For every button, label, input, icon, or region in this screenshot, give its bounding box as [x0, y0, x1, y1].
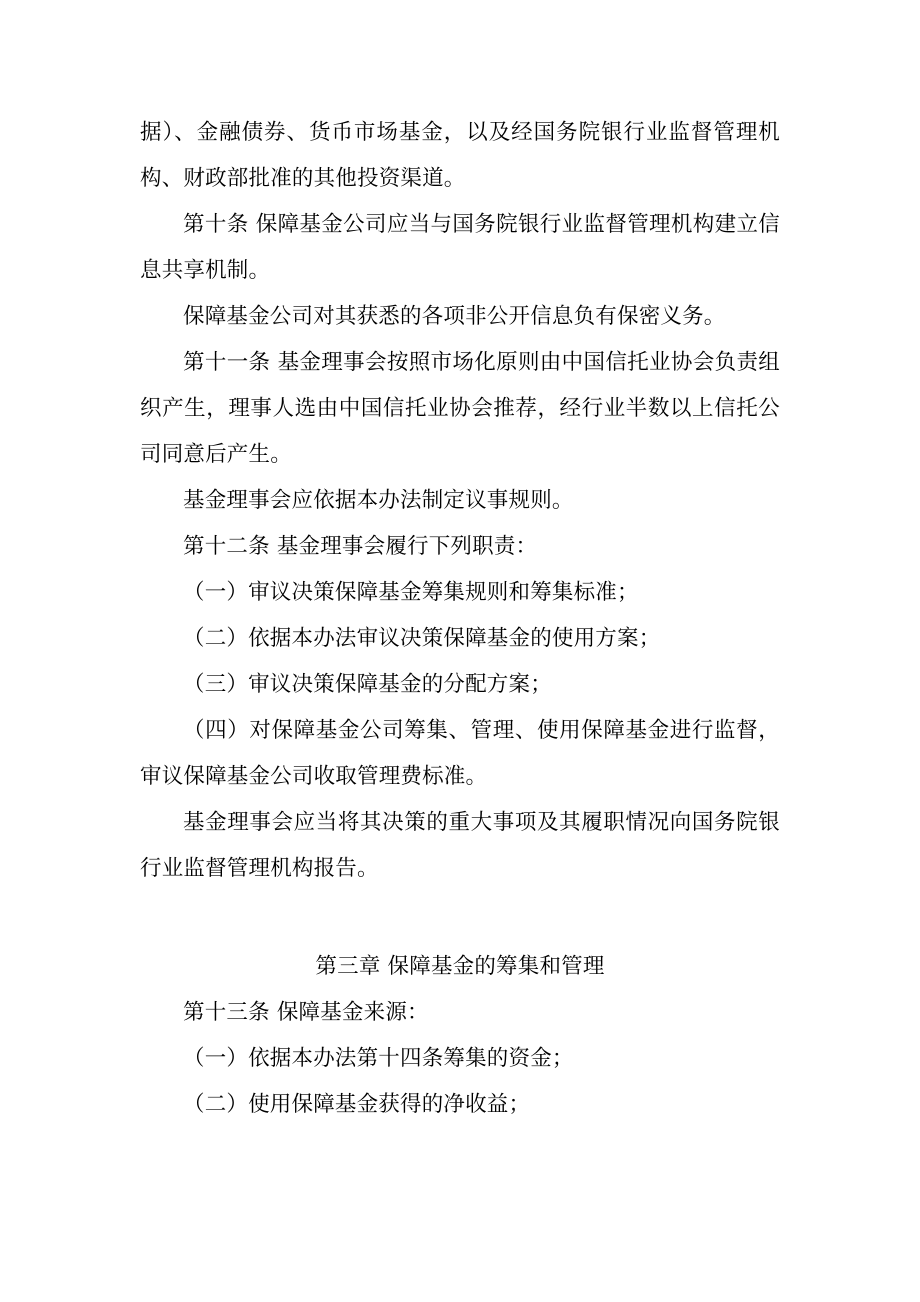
list-item-duty-2: （二）依据本办法审议决策保障基金的使用方案；: [183, 626, 661, 651]
paragraph-rules-of-procedure: 基金理事会应依据本办法制定议事规则。: [183, 488, 574, 513]
list-item-source-2: （二）使用保障基金获得的净收益；: [183, 1092, 531, 1117]
paragraph-reporting: 基金理事会应当将其决策的重大事项及其履职情况向国务院银行业监督管理机构报告。: [140, 810, 780, 881]
chapter-title: 第三章 保障基金的筹集和管理: [315, 954, 605, 979]
list-item-duty-3: （三）审议决策保障基金的分配方案；: [183, 672, 552, 697]
list-item-duty-4: （四）对保障基金公司筹集、管理、使用保障基金进行监督，审议保障基金公司收取管理费标准。: [140, 718, 780, 789]
paragraph-article-13: 第十三条 保障基金来源：: [183, 1000, 429, 1025]
paragraph-confidentiality: 保障基金公司对其获悉的各项非公开信息负有保密义务。: [183, 304, 726, 329]
paragraph-article-12: 第十二条 基金理事会履行下列职责：: [183, 534, 538, 559]
list-item-source-1: （一）依据本办法第十四条筹集的资金；: [183, 1046, 574, 1071]
document-page: [140, 110, 780, 1128]
list-item-duty-1: （一）审议决策保障基金筹集规则和筹集标准；: [183, 580, 639, 605]
paragraph-article-10: 第十条 保障基金公司应当与国务院银行业监督管理机构建立信息共享机制。: [140, 212, 780, 283]
paragraph-article-11: 第十一条 基金理事会按照市场化原则由中国信托业协会负责组织产生，理事人选由中国信托业协会推荐，经行业半数以上信托公司同意后产生。: [140, 350, 780, 467]
paragraph-investment-channels: 据）、金融债券、货币市场基金，以及经国务院银行业监督管理机构、财政部批准的其他投资渠道。: [140, 120, 780, 191]
